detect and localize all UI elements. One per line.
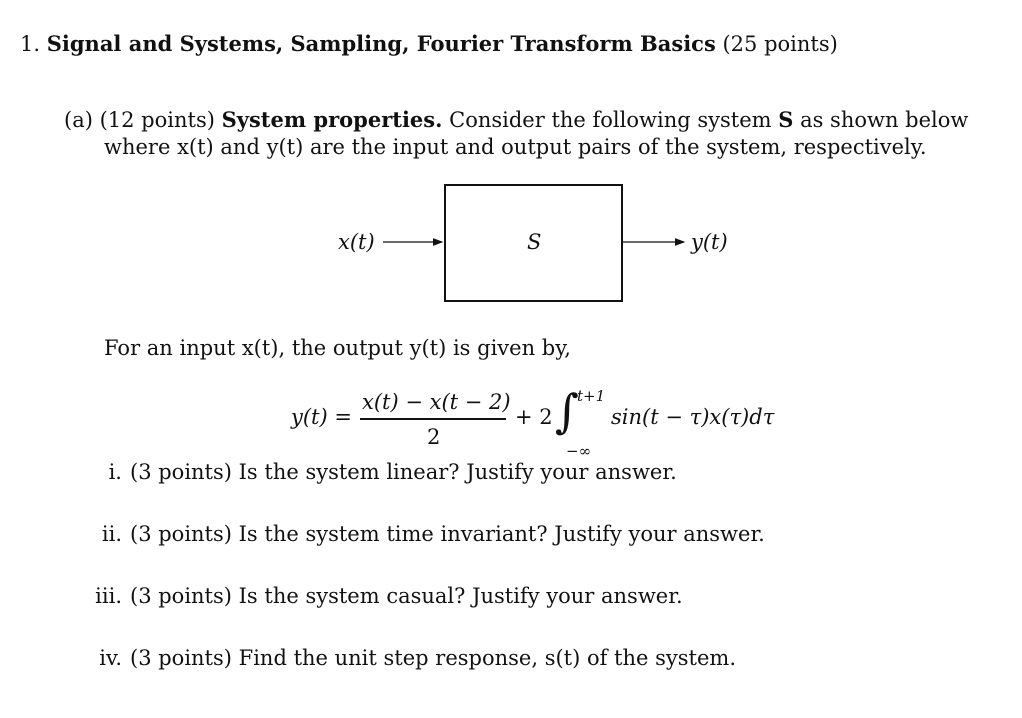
equation-denominator: 2 — [427, 425, 441, 449]
equation-numerator: x(t) − x(t − 2) — [362, 390, 511, 414]
part-a-points: (12 points) — [99, 108, 215, 132]
integral-lower-limit: −∞ — [566, 442, 592, 460]
question-item — [82, 648, 736, 669]
part-a-system-symbol: S — [778, 107, 794, 132]
diagram-output-label: y(t) — [691, 230, 728, 254]
diagram-input-label: x(t) — [338, 230, 375, 254]
equation-lhs: y(t) = — [291, 405, 352, 429]
integral-sign: ∫ — [555, 384, 579, 438]
part-a-heading: System properties. — [221, 107, 443, 132]
problem-points: (25 points) — [722, 32, 838, 56]
part-a-intro-text-1: Consider the following system — [449, 108, 772, 132]
question-text: (3 points) Is the system linear? Justify your answer. — [130, 460, 677, 484]
output-intro: For an input x(t), the output y(t) is given by, — [104, 336, 571, 360]
integral-upper-limit: t+1 — [577, 387, 606, 405]
question-item — [82, 524, 765, 545]
question-number: i. — [108, 460, 122, 484]
question-number: iii. — [95, 584, 122, 608]
question-number: ii. — [101, 522, 122, 546]
question-item — [82, 462, 677, 483]
equation-integrand: sin(t − τ)x(τ)dτ — [611, 405, 775, 429]
equation-fraction-bar — [360, 418, 506, 420]
problem-title-text: Signal and Systems, Sampling, Fourier Transform Basics — [46, 31, 716, 56]
question-text: (3 points) Is the system casual? Justify your answer. — [130, 584, 683, 608]
question-text: (3 points) Is the system time invariant? Justify your answer. — [130, 522, 765, 546]
part-a-intro-line2: where x(t) and y(t) are the input and output pairs of the system, respectively. — [104, 135, 927, 159]
part-a-intro-text-2: as shown below — [800, 108, 969, 132]
part-a-intro — [64, 109, 968, 131]
diagram-system-label: S — [527, 230, 542, 254]
system-block-diagram — [330, 180, 710, 310]
problem-number: 1. — [20, 32, 41, 56]
question-item — [82, 586, 683, 607]
problem-title — [20, 33, 838, 55]
question-number: iv. — [99, 646, 122, 670]
part-a-label: (a) — [64, 108, 93, 132]
question-text: (3 points) Find the unit step response, s(t) of the system. — [130, 646, 736, 670]
equation-plus-coefficient: + 2 — [515, 405, 553, 429]
